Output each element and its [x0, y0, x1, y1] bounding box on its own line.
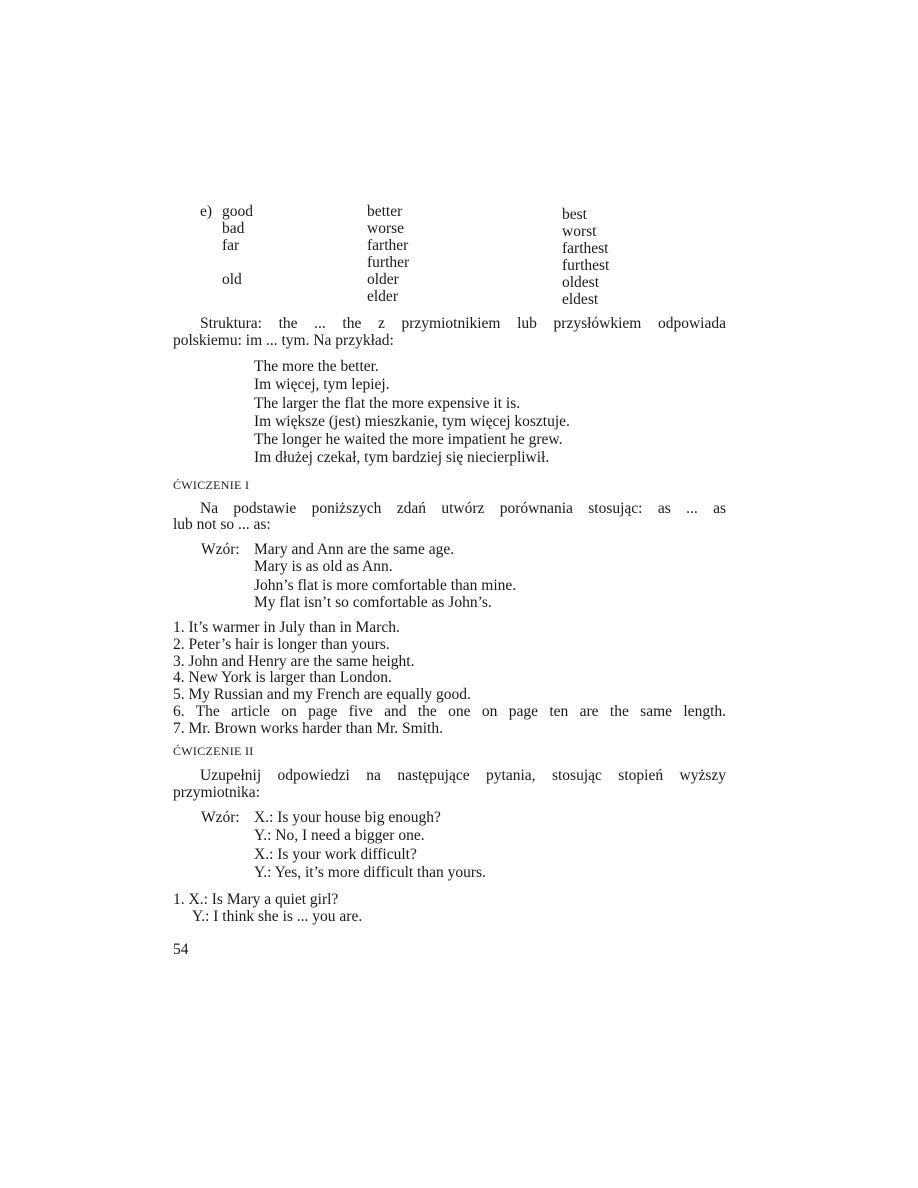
exercise-item: 7. Mr. Brown works harder than Mr. Smith.: [173, 720, 443, 737]
model-line: John’s flat is more comfortable than mine.: [254, 577, 517, 594]
model-line: Mary and Ann are the same age.: [254, 541, 455, 558]
page-number: 54: [173, 941, 189, 958]
exercise-item: 1. It’s warmer in July than in March.: [173, 619, 400, 636]
exercise-2-heading: ĆWICZENIE II: [173, 744, 254, 758]
comparative-form: farther: [367, 237, 409, 254]
example-sentence: The more the better.: [254, 358, 379, 375]
superlative-form: worst: [562, 223, 597, 240]
comparative-form: older: [367, 271, 399, 288]
base-form: bad: [222, 220, 245, 237]
base-form: far: [222, 237, 240, 254]
comparative-form: further: [367, 254, 410, 271]
example-sentence: Im dłużej czekał, tym bardziej się niecierpliwił.: [254, 449, 550, 466]
model-line: My flat isn’t so comfortable as John’s.: [254, 594, 492, 611]
example-sentence: Im więcej, tym lepiej.: [254, 376, 390, 393]
base-form: good: [222, 203, 253, 220]
exercise-item: 4. New York is larger than London.: [173, 669, 392, 686]
model-line: Y.: Yes, it’s more difficult than yours.: [254, 864, 486, 881]
structure-note-line: polskiemu: im ... tym. Na przykład:: [173, 332, 394, 349]
exercise-1-instruction: lub not so ... as:: [173, 516, 271, 533]
model-line: X.: Is your work difficult?: [254, 846, 417, 863]
superlative-form: oldest: [562, 274, 600, 291]
forms-row: [0, 271, 918, 291]
model-label: Wzór:: [201, 541, 240, 558]
example-sentence: The larger the flat the more expensive it is.: [254, 395, 521, 412]
exercise-item: 2. Peter’s hair is longer than yours.: [173, 636, 390, 653]
base-form: old: [222, 271, 242, 288]
superlative-form: farthest: [562, 240, 609, 257]
exercise-1-heading: ĆWICZENIE I: [173, 478, 250, 492]
superlative-form: eldest: [562, 291, 599, 308]
exercise-2-instruction: przymiotnika:: [173, 784, 260, 801]
exercise-1-instruction: Na podstawie poniższych zdań utwórz porównania stosując: as ... as: [200, 500, 726, 517]
comparative-form: worse: [367, 220, 405, 237]
example-sentence: Im większe (jest) mieszkanie, tym więcej kosztuje.: [254, 413, 570, 430]
forms-table-label: e): [200, 203, 213, 220]
model-line: Mary is as old as Ann.: [254, 558, 393, 575]
forms-row: [0, 237, 918, 257]
forms-row: [0, 203, 918, 223]
exercise-2-instruction: Uzupełnij odpowiedzi na następujące pytania, stosując stopień wyższy: [200, 767, 726, 784]
structure-note-line: Struktura: the ... the z przymiotnikiem lub przysłówkiem odpowiada: [200, 315, 726, 332]
exercise-item: 3. John and Henry are the same height.: [173, 653, 415, 670]
model-line: Y.: No, I need a bigger one.: [254, 827, 425, 844]
exercise-item: 5. My Russian and my French are equally good.: [173, 686, 471, 703]
exercise-item-answer: Y.: I think she is ... you are.: [192, 908, 363, 925]
forms-row: [0, 220, 918, 240]
forms-row: [0, 254, 918, 274]
exercise-item: 6. The article on page five and the one on page ten are the same length.: [173, 703, 726, 720]
superlative-form: best: [562, 206, 587, 223]
comparative-form: elder: [367, 288, 398, 305]
exercise-item: 1. X.: Is Mary a quiet girl?: [173, 891, 339, 908]
forms-row: [0, 288, 918, 308]
comparative-form: better: [367, 203, 403, 220]
superlative-form: furthest: [562, 257, 610, 274]
model-label: Wzór:: [201, 809, 240, 826]
example-sentence: The longer he waited the more impatient he grew.: [254, 431, 563, 448]
model-line: X.: Is your house big enough?: [254, 809, 441, 826]
